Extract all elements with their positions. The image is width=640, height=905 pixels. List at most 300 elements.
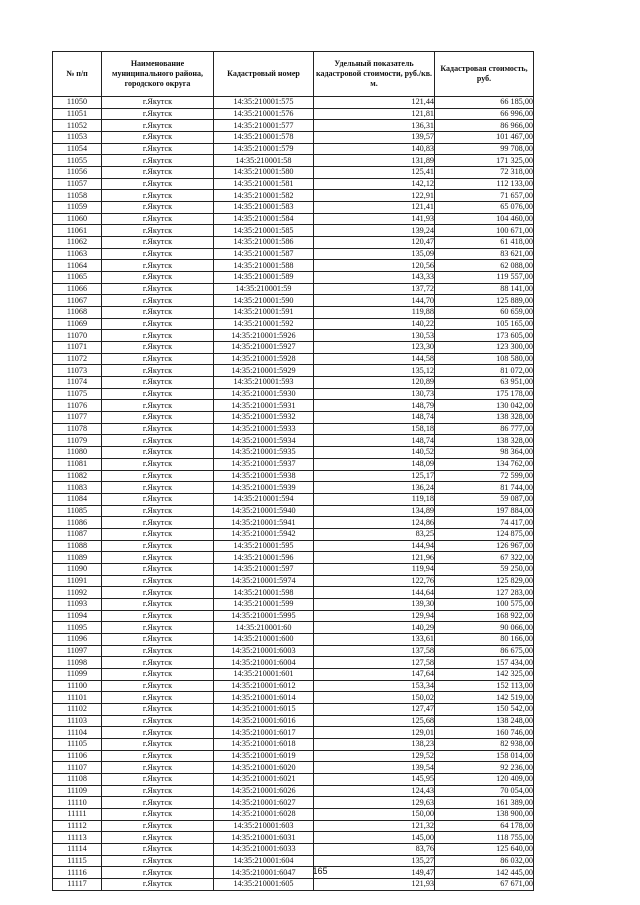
table-row: [53, 738, 534, 750]
municipality-cell: г.Якутск: [102, 808, 214, 820]
header-municipality: Наименование муниципального района, городского округа: [102, 52, 214, 97]
row-number-cell: 11057: [53, 178, 102, 190]
municipality-cell: г.Якутск: [102, 272, 214, 284]
cadastral-value-cell: 83 621,00: [435, 248, 534, 260]
cadastral-value-cell: 90 066,00: [435, 622, 534, 634]
table-row: [53, 307, 534, 319]
cadastral-number-cell: 14:35:210001:578: [214, 132, 314, 144]
row-number-cell: 11069: [53, 318, 102, 330]
cadastral-number-cell: 14:35:210001:58: [214, 155, 314, 167]
cadastral-value-cell: 64 178,00: [435, 820, 534, 832]
municipality-cell: г.Якутск: [102, 587, 214, 599]
municipality-cell: г.Якутск: [102, 820, 214, 832]
row-number-cell: 11054: [53, 143, 102, 155]
unit-value-cell: 135,27: [314, 855, 435, 867]
unit-value-cell: 129,94: [314, 610, 435, 622]
cadastral-number-cell: 14:35:210001:5940: [214, 505, 314, 517]
row-number-cell: 11116: [53, 867, 102, 879]
cadastral-number-cell: 14:35:210001:585: [214, 225, 314, 237]
cadastral-value-cell: 127 283,00: [435, 587, 534, 599]
cadastral-number-cell: 14:35:210001:6021: [214, 773, 314, 785]
row-number-cell: 11086: [53, 517, 102, 529]
row-number-cell: 11095: [53, 622, 102, 634]
cadastral-value-cell: 63 951,00: [435, 377, 534, 389]
municipality-cell: г.Якутск: [102, 692, 214, 704]
row-number-cell: 11104: [53, 727, 102, 739]
cadastral-number-cell: 14:35:210001:5928: [214, 353, 314, 365]
municipality-cell: г.Якутск: [102, 155, 214, 167]
unit-value-cell: 158,18: [314, 423, 435, 435]
cadastral-value-cell: 81 744,00: [435, 482, 534, 494]
cadastral-value-cell: 80 166,00: [435, 633, 534, 645]
cadastral-value-cell: 152 113,00: [435, 680, 534, 692]
table-row: [53, 178, 534, 190]
unit-value-cell: 136,31: [314, 120, 435, 132]
row-number-cell: 11064: [53, 260, 102, 272]
unit-value-cell: 137,72: [314, 283, 435, 295]
cadastral-value-cell: 125 640,00: [435, 844, 534, 856]
municipality-cell: г.Якутск: [102, 493, 214, 505]
row-number-cell: 11083: [53, 482, 102, 494]
unit-value-cell: 125,41: [314, 167, 435, 179]
cadastral-number-cell: 14:35:210001:601: [214, 668, 314, 680]
table-row: [53, 820, 534, 832]
cadastral-number-cell: 14:35:210001:5937: [214, 458, 314, 470]
cadastral-number-cell: 14:35:210001:5941: [214, 517, 314, 529]
municipality-cell: г.Якутск: [102, 879, 214, 891]
table-row: [53, 97, 534, 109]
cadastral-value-cell: 119 557,00: [435, 272, 534, 284]
table-row: [53, 202, 534, 214]
unit-value-cell: 129,01: [314, 727, 435, 739]
unit-value-cell: 153,34: [314, 680, 435, 692]
cadastral-number-cell: 14:35:210001:595: [214, 540, 314, 552]
cadastral-value-cell: 175 178,00: [435, 388, 534, 400]
cadastral-number-cell: 14:35:210001:6028: [214, 808, 314, 820]
cadastral-number-cell: 14:35:210001:6018: [214, 738, 314, 750]
cadastral-value-cell: 88 141,00: [435, 283, 534, 295]
unit-value-cell: 131,89: [314, 155, 435, 167]
cadastral-number-cell: 14:35:210001:576: [214, 108, 314, 120]
row-number-cell: 11087: [53, 528, 102, 540]
cadastral-value-cell: 150 542,00: [435, 703, 534, 715]
unit-value-cell: 144,58: [314, 353, 435, 365]
cadastral-value-cell: 66 996,00: [435, 108, 534, 120]
cadastral-value-cell: 67 322,00: [435, 552, 534, 564]
cadastral-number-cell: 14:35:210001:6020: [214, 762, 314, 774]
table-row: [53, 400, 534, 412]
row-number-cell: 11078: [53, 423, 102, 435]
table-row: [53, 353, 534, 365]
table-row: [53, 797, 534, 809]
cadastral-value-cell: 92 236,00: [435, 762, 534, 774]
row-number-cell: 11065: [53, 272, 102, 284]
cadastral-number-cell: 14:35:210001:5929: [214, 365, 314, 377]
cadastral-number-cell: 14:35:210001:6031: [214, 832, 314, 844]
row-number-cell: 11084: [53, 493, 102, 505]
table-row: [53, 330, 534, 342]
unit-value-cell: 121,96: [314, 552, 435, 564]
cadastral-value-cell: 160 746,00: [435, 727, 534, 739]
table-row: [53, 785, 534, 797]
municipality-cell: г.Якутск: [102, 458, 214, 470]
table-row: [53, 610, 534, 622]
row-number-cell: 11080: [53, 447, 102, 459]
municipality-cell: г.Якутск: [102, 447, 214, 459]
cadastral-value-cell: 65 076,00: [435, 202, 534, 214]
municipality-cell: г.Якутск: [102, 365, 214, 377]
row-number-cell: 11082: [53, 470, 102, 482]
municipality-cell: г.Якутск: [102, 132, 214, 144]
unit-value-cell: 148,09: [314, 458, 435, 470]
unit-value-cell: 120,89: [314, 377, 435, 389]
unit-value-cell: 129,63: [314, 797, 435, 809]
cadastral-value-cell: 104 460,00: [435, 213, 534, 225]
row-number-cell: 11081: [53, 458, 102, 470]
municipality-cell: г.Якутск: [102, 528, 214, 540]
cadastral-value-cell: 72 318,00: [435, 167, 534, 179]
cadastral-number-cell: 14:35:210001:5933: [214, 423, 314, 435]
unit-value-cell: 145,00: [314, 832, 435, 844]
cadastral-number-cell: 14:35:210001:5935: [214, 447, 314, 459]
municipality-cell: г.Якутск: [102, 120, 214, 132]
cadastral-number-cell: 14:35:210001:5938: [214, 470, 314, 482]
row-number-cell: 11110: [53, 797, 102, 809]
row-number-cell: 11061: [53, 225, 102, 237]
table-row: [53, 598, 534, 610]
municipality-cell: г.Якутск: [102, 680, 214, 692]
unit-value-cell: 121,81: [314, 108, 435, 120]
cadastral-number-cell: 14:35:210001:5927: [214, 342, 314, 354]
cadastral-number-cell: 14:35:210001:594: [214, 493, 314, 505]
table-row: [53, 727, 534, 739]
cadastral-number-cell: 14:35:210001:579: [214, 143, 314, 155]
table-row: [53, 703, 534, 715]
row-number-cell: 11071: [53, 342, 102, 354]
unit-value-cell: 120,47: [314, 237, 435, 249]
cadastral-value-cell: 197 884,00: [435, 505, 534, 517]
unit-value-cell: 83,76: [314, 844, 435, 856]
municipality-cell: г.Якутск: [102, 353, 214, 365]
table-row: [53, 622, 534, 634]
table-row: [53, 295, 534, 307]
cadastral-number-cell: 14:35:210001:588: [214, 260, 314, 272]
table-row: [53, 318, 534, 330]
table-row: [53, 844, 534, 856]
cadastral-value-cell: 82 938,00: [435, 738, 534, 750]
cadastral-number-cell: 14:35:210001:6019: [214, 750, 314, 762]
municipality-cell: г.Якутск: [102, 248, 214, 260]
municipality-cell: г.Якутск: [102, 342, 214, 354]
unit-value-cell: 144,70: [314, 295, 435, 307]
cadastral-number-cell: 14:35:210001:5939: [214, 482, 314, 494]
unit-value-cell: 121,44: [314, 97, 435, 109]
row-number-cell: 11111: [53, 808, 102, 820]
cadastral-value-cell: 142 445,00: [435, 867, 534, 879]
unit-value-cell: 125,17: [314, 470, 435, 482]
cadastral-number-cell: 14:35:210001:5930: [214, 388, 314, 400]
unit-value-cell: 139,54: [314, 762, 435, 774]
row-number-cell: 11096: [53, 633, 102, 645]
cadastral-number-cell: 14:35:210001:5995: [214, 610, 314, 622]
cadastral-value-cell: 142 519,00: [435, 692, 534, 704]
unit-value-cell: 120,56: [314, 260, 435, 272]
cadastral-value-cell: 86 675,00: [435, 645, 534, 657]
municipality-cell: г.Якутск: [102, 727, 214, 739]
cadastral-number-cell: 14:35:210001:592: [214, 318, 314, 330]
municipality-cell: г.Якутск: [102, 715, 214, 727]
row-number-cell: 11117: [53, 879, 102, 891]
cadastral-number-cell: 14:35:210001:605: [214, 879, 314, 891]
municipality-cell: г.Якутск: [102, 762, 214, 774]
municipality-cell: г.Якутск: [102, 108, 214, 120]
cadastral-number-cell: 14:35:210001:599: [214, 598, 314, 610]
table-row: [53, 260, 534, 272]
unit-value-cell: 143,33: [314, 272, 435, 284]
cadastral-value-cell: 61 418,00: [435, 237, 534, 249]
unit-value-cell: 123,30: [314, 342, 435, 354]
cadastral-number-cell: 14:35:210001:5926: [214, 330, 314, 342]
row-number-cell: 11070: [53, 330, 102, 342]
table-row: [53, 132, 534, 144]
unit-value-cell: 140,29: [314, 622, 435, 634]
municipality-cell: г.Якутск: [102, 377, 214, 389]
row-number-cell: 11063: [53, 248, 102, 260]
unit-value-cell: 133,61: [314, 633, 435, 645]
municipality-cell: г.Якутск: [102, 260, 214, 272]
unit-value-cell: 127,58: [314, 657, 435, 669]
cadastral-number-cell: 14:35:210001:6017: [214, 727, 314, 739]
table-row: [53, 808, 534, 820]
cadastral-number-cell: 14:35:210001:582: [214, 190, 314, 202]
table-row: [53, 633, 534, 645]
row-number-cell: 11114: [53, 844, 102, 856]
table-row: [53, 248, 534, 260]
unit-value-cell: 119,88: [314, 307, 435, 319]
municipality-cell: г.Якутск: [102, 202, 214, 214]
cadastral-number-cell: 14:35:210001:6026: [214, 785, 314, 797]
municipality-cell: г.Якутск: [102, 435, 214, 447]
table-row: [53, 108, 534, 120]
cadastral-number-cell: 14:35:210001:589: [214, 272, 314, 284]
cadastral-value-cell: 105 165,00: [435, 318, 534, 330]
unit-value-cell: 150,02: [314, 692, 435, 704]
table-row: [53, 552, 534, 564]
page-number: 165: [312, 866, 328, 876]
row-number-cell: 11051: [53, 108, 102, 120]
cadastral-number-cell: 14:35:210001:596: [214, 552, 314, 564]
municipality-cell: г.Якутск: [102, 598, 214, 610]
row-number-cell: 11058: [53, 190, 102, 202]
table-row: [53, 575, 534, 587]
cadastral-value-cell: 123 300,00: [435, 342, 534, 354]
cadastral-number-cell: 14:35:210001:580: [214, 167, 314, 179]
cadastral-value-cell: 74 417,00: [435, 517, 534, 529]
cadastral-number-cell: 14:35:210001:5932: [214, 412, 314, 424]
cadastral-table: [52, 51, 534, 891]
row-number-cell: 11073: [53, 365, 102, 377]
unit-value-cell: 142,12: [314, 178, 435, 190]
cadastral-value-cell: 86 966,00: [435, 120, 534, 132]
unit-value-cell: 125,68: [314, 715, 435, 727]
cadastral-number-cell: 14:35:210001:586: [214, 237, 314, 249]
cadastral-number-cell: 14:35:210001:598: [214, 587, 314, 599]
cadastral-value-cell: 71 657,00: [435, 190, 534, 202]
table-row: [53, 563, 534, 575]
cadastral-value-cell: 118 755,00: [435, 832, 534, 844]
row-number-cell: 11074: [53, 377, 102, 389]
municipality-cell: г.Якутск: [102, 832, 214, 844]
unit-value-cell: 122,76: [314, 575, 435, 587]
row-number-cell: 11066: [53, 283, 102, 295]
unit-value-cell: 139,24: [314, 225, 435, 237]
cadastral-value-cell: 112 133,00: [435, 178, 534, 190]
unit-value-cell: 140,22: [314, 318, 435, 330]
cadastral-number-cell: 14:35:210001:604: [214, 855, 314, 867]
table-row: [53, 540, 534, 552]
cadastral-value-cell: 138 328,00: [435, 412, 534, 424]
row-number-cell: 11089: [53, 552, 102, 564]
municipality-cell: г.Якутск: [102, 855, 214, 867]
row-number-cell: 11068: [53, 307, 102, 319]
row-number-cell: 11052: [53, 120, 102, 132]
unit-value-cell: 121,93: [314, 879, 435, 891]
row-number-cell: 11055: [53, 155, 102, 167]
row-number-cell: 11059: [53, 202, 102, 214]
municipality-cell: г.Якутск: [102, 540, 214, 552]
unit-value-cell: 147,64: [314, 668, 435, 680]
cadastral-value-cell: 60 659,00: [435, 307, 534, 319]
unit-value-cell: 83,25: [314, 528, 435, 540]
table-row: [53, 388, 534, 400]
cadastral-number-cell: 14:35:210001:6004: [214, 657, 314, 669]
table-row: [53, 832, 534, 844]
unit-value-cell: 148,74: [314, 435, 435, 447]
cadastral-value-cell: 59 250,00: [435, 563, 534, 575]
table-row: [53, 435, 534, 447]
row-number-cell: 11106: [53, 750, 102, 762]
cadastral-value-cell: 100 575,00: [435, 598, 534, 610]
row-number-cell: 11062: [53, 237, 102, 249]
unit-value-cell: 149,47: [314, 867, 435, 879]
table-row: [53, 423, 534, 435]
unit-value-cell: 134,89: [314, 505, 435, 517]
unit-value-cell: 140,83: [314, 143, 435, 155]
cadastral-number-cell: 14:35:210001:587: [214, 248, 314, 260]
cadastral-number-cell: 14:35:210001:575: [214, 97, 314, 109]
unit-value-cell: 145,95: [314, 773, 435, 785]
cadastral-value-cell: 173 605,00: [435, 330, 534, 342]
cadastral-value-cell: 120 409,00: [435, 773, 534, 785]
cadastral-value-cell: 70 054,00: [435, 785, 534, 797]
table-row: [53, 879, 534, 891]
municipality-cell: г.Якутск: [102, 610, 214, 622]
row-number-cell: 11109: [53, 785, 102, 797]
municipality-cell: г.Якутск: [102, 213, 214, 225]
unit-value-cell: 124,86: [314, 517, 435, 529]
table-row: [53, 143, 534, 155]
municipality-cell: г.Якутск: [102, 388, 214, 400]
municipality-cell: г.Якутск: [102, 785, 214, 797]
cadastral-value-cell: 171 325,00: [435, 155, 534, 167]
table-body: [53, 97, 534, 891]
cadastral-number-cell: 14:35:210001:583: [214, 202, 314, 214]
municipality-cell: г.Якутск: [102, 563, 214, 575]
municipality-cell: г.Якутск: [102, 633, 214, 645]
row-number-cell: 11094: [53, 610, 102, 622]
cadastral-number-cell: 14:35:210001:6027: [214, 797, 314, 809]
cadastral-number-cell: 14:35:210001:600: [214, 633, 314, 645]
row-number-cell: 11099: [53, 668, 102, 680]
row-number-cell: 11053: [53, 132, 102, 144]
table-row: [53, 692, 534, 704]
municipality-cell: г.Якутск: [102, 517, 214, 529]
row-number-cell: 11077: [53, 412, 102, 424]
cadastral-number-cell: 14:35:210001:6003: [214, 645, 314, 657]
table-row: [53, 237, 534, 249]
row-number-cell: 11050: [53, 97, 102, 109]
table-row: [53, 715, 534, 727]
cadastral-value-cell: 72 599,00: [435, 470, 534, 482]
cadastral-value-cell: 134 762,00: [435, 458, 534, 470]
unit-value-cell: 129,52: [314, 750, 435, 762]
unit-value-cell: 139,57: [314, 132, 435, 144]
unit-value-cell: 140,52: [314, 447, 435, 459]
municipality-cell: г.Якутск: [102, 844, 214, 856]
municipality-cell: г.Якутск: [102, 645, 214, 657]
table-row: [53, 657, 534, 669]
unit-value-cell: 127,47: [314, 703, 435, 715]
row-number-cell: 11113: [53, 832, 102, 844]
row-number-cell: 11091: [53, 575, 102, 587]
cadastral-value-cell: 130 042,00: [435, 400, 534, 412]
table-header-row: [53, 52, 534, 97]
cadastral-number-cell: 14:35:210001:577: [214, 120, 314, 132]
municipality-cell: г.Якутск: [102, 167, 214, 179]
table-row: [53, 342, 534, 354]
row-number-cell: 11102: [53, 703, 102, 715]
row-number-cell: 11108: [53, 773, 102, 785]
municipality-cell: г.Якутск: [102, 400, 214, 412]
cadastral-value-cell: 138 248,00: [435, 715, 534, 727]
cadastral-value-cell: 59 087,00: [435, 493, 534, 505]
municipality-cell: г.Якутск: [102, 505, 214, 517]
cadastral-number-cell: 14:35:210001:6016: [214, 715, 314, 727]
header-unit-value: Удельный показатель кадастровой стоимости, руб./кв. м.: [314, 52, 435, 97]
cadastral-number-cell: 14:35:210001:584: [214, 213, 314, 225]
cadastral-value-cell: 126 967,00: [435, 540, 534, 552]
municipality-cell: г.Якутск: [102, 190, 214, 202]
row-number-cell: 11072: [53, 353, 102, 365]
municipality-cell: г.Якутск: [102, 470, 214, 482]
table-row: [53, 668, 534, 680]
unit-value-cell: 139,30: [314, 598, 435, 610]
cadastral-number-cell: 14:35:210001:593: [214, 377, 314, 389]
cadastral-value-cell: 67 671,00: [435, 879, 534, 891]
unit-value-cell: 138,23: [314, 738, 435, 750]
cadastral-value-cell: 157 434,00: [435, 657, 534, 669]
table-row: [53, 750, 534, 762]
row-number-cell: 11093: [53, 598, 102, 610]
municipality-cell: г.Якутск: [102, 178, 214, 190]
header-cadastral-value: Кадастровая стоимость, руб.: [435, 52, 534, 97]
unit-value-cell: 124,43: [314, 785, 435, 797]
table-row: [53, 587, 534, 599]
table-row: [53, 412, 534, 424]
table-row: [53, 283, 534, 295]
row-number-cell: 11067: [53, 295, 102, 307]
row-number-cell: 11090: [53, 563, 102, 575]
